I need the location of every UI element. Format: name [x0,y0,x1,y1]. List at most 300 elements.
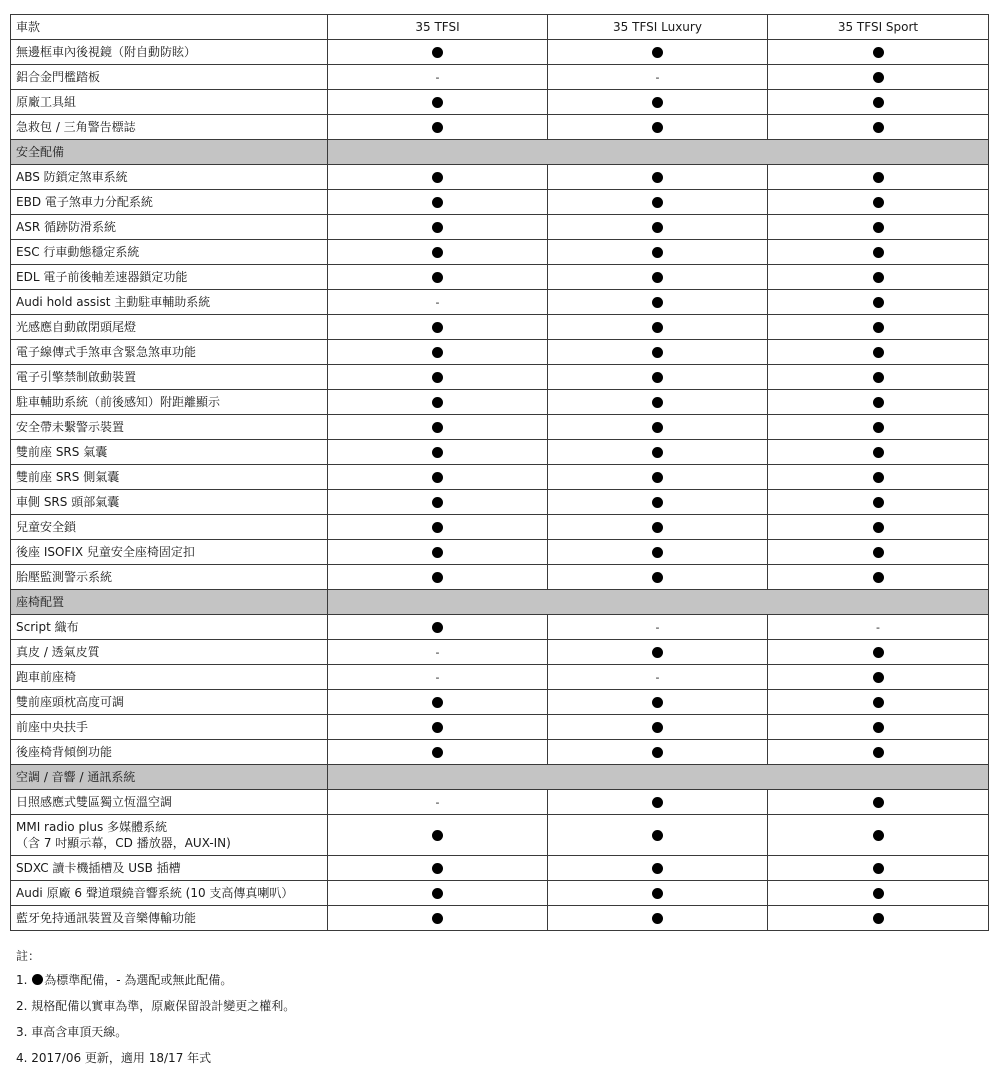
availability-cell-optional [328,665,548,690]
table-row [11,190,989,215]
corner-label: 車款 [11,15,328,40]
section-title: 空調 / 音響 / 通訊系統 [11,765,328,790]
availability-cell-standard [548,215,768,240]
table-row [11,906,989,931]
standard-dot-icon [432,197,443,208]
feature-label [11,415,328,440]
feature-label-text: 真皮 / 透氣皮質 [16,644,100,659]
standard-dot-icon [652,830,663,841]
section-fill [328,140,989,165]
table-row [11,815,989,856]
table-row [11,115,989,140]
table-row [11,340,989,365]
table-row [11,740,989,765]
standard-dot-icon [432,422,443,433]
standard-dot-icon [32,974,43,985]
standard-dot-icon [873,322,884,333]
feature-label-text: SDXC 讀卡機插槽及 USB 插槽 [16,860,181,875]
table-row [11,365,989,390]
standard-dot-icon [873,347,884,358]
feature-label [11,340,328,365]
table-row [11,715,989,740]
note-line: 2. 規格配備以實車為準，原廠保留設計變更之權利。 [16,999,296,1013]
feature-label [11,565,328,590]
feature-label [11,515,328,540]
standard-dot-icon [873,830,884,841]
availability-cell-standard [548,490,768,515]
standard-dot-icon [652,888,663,899]
standard-dot-icon [873,472,884,483]
availability-cell-standard [328,740,548,765]
feature-label-text: 原廠工具組 [16,94,77,109]
standard-dot-icon [873,547,884,558]
standard-dot-icon [652,863,663,874]
section-header-row [11,590,989,615]
availability-cell-standard [548,240,768,265]
standard-dot-icon [652,447,663,458]
section-header-row [11,140,989,165]
column-header: 35 TFSI Luxury [548,15,768,40]
table-row [11,90,989,115]
availability-cell-optional [548,615,768,640]
standard-dot-icon [873,97,884,108]
feature-label-text: 駐車輔助系統（前後感知）附距離顯示 [16,394,221,409]
section-fill [328,765,989,790]
optional-dash: - [655,620,660,634]
standard-dot-icon [432,522,443,533]
availability-cell-standard [328,265,548,290]
standard-dot-icon [652,472,663,483]
standard-dot-icon [432,47,443,58]
availability-cell-standard [328,465,548,490]
availability-cell-standard [328,440,548,465]
availability-cell-standard [548,90,768,115]
feature-label-text: Audi hold assist 主動駐車輔助系統 [16,294,211,309]
footnotes [16,945,976,1071]
availability-cell-standard [768,465,989,490]
table-row [11,390,989,415]
availability-cell-standard [768,290,989,315]
availability-cell-standard [768,40,989,65]
standard-dot-icon [652,347,663,358]
availability-cell-standard [328,90,548,115]
feature-label [11,881,328,906]
availability-cell-standard [768,390,989,415]
availability-cell-standard [768,690,989,715]
availability-cell-standard [768,165,989,190]
table-row [11,856,989,881]
table-row [11,165,989,190]
availability-cell-standard [768,440,989,465]
standard-dot-icon [873,222,884,233]
feature-label [11,465,328,490]
feature-label [11,665,328,690]
availability-cell-standard [548,340,768,365]
availability-cell-standard [768,240,989,265]
table-row [11,265,989,290]
feature-label-text: 跑車前座椅 [16,669,77,684]
feature-label [11,490,328,515]
availability-cell-standard [548,565,768,590]
standard-dot-icon [652,272,663,283]
availability-cell-standard [548,40,768,65]
standard-dot-icon [432,372,443,383]
feature-label [11,856,328,881]
table-row [11,790,989,815]
standard-dot-icon [652,647,663,658]
standard-dot-icon [652,47,663,58]
availability-cell-standard [768,190,989,215]
availability-cell-standard [548,165,768,190]
availability-cell-standard [328,906,548,931]
availability-cell-standard [548,740,768,765]
standard-dot-icon [652,497,663,508]
availability-cell-standard [768,515,989,540]
availability-cell-standard [328,115,548,140]
standard-dot-icon [873,272,884,283]
optional-dash: - [435,670,440,684]
availability-cell-standard [328,856,548,881]
availability-cell-standard [328,165,548,190]
standard-dot-icon [652,572,663,583]
table-row [11,565,989,590]
standard-dot-icon [873,197,884,208]
standard-dot-icon [432,913,443,924]
availability-cell-standard [328,515,548,540]
availability-cell-optional [328,290,548,315]
availability-cell-standard [328,215,548,240]
standard-dot-icon [652,397,663,408]
availability-cell-standard [548,415,768,440]
note-text: 為標準配備，- 為選配或無此配備。 [44,973,233,987]
standard-dot-icon [652,722,663,733]
feature-label-text: 無邊框車內後視鏡（附自動防眩） [16,44,197,59]
feature-label [11,815,328,856]
standard-dot-icon [432,497,443,508]
feature-label-text: 前座中央扶手 [16,719,89,734]
standard-dot-icon [432,472,443,483]
availability-cell-standard [768,365,989,390]
table-row [11,65,989,90]
standard-dot-icon [652,547,663,558]
feature-label-text: 雙前座頭枕高度可調 [16,694,125,709]
standard-dot-icon [873,447,884,458]
standard-dot-icon [873,647,884,658]
availability-cell-optional [768,615,989,640]
note-line: 3. 車高含車頂天線。 [16,1025,128,1039]
availability-cell-standard [328,190,548,215]
table-row [11,415,989,440]
standard-dot-icon [652,372,663,383]
availability-cell-standard [548,640,768,665]
availability-cell-standard [768,90,989,115]
standard-dot-icon [873,247,884,258]
availability-cell-standard [548,540,768,565]
feature-label [11,190,328,215]
section-fill [328,590,989,615]
standard-dot-icon [873,397,884,408]
availability-cell-standard [768,65,989,90]
standard-dot-icon [432,347,443,358]
standard-dot-icon [873,697,884,708]
feature-label-text: ASR 循跡防滑系統 [16,219,116,234]
standard-dot-icon [432,572,443,583]
availability-cell-optional [548,65,768,90]
table-row [11,240,989,265]
availability-cell-standard [548,715,768,740]
standard-dot-icon [873,863,884,874]
feature-label [11,540,328,565]
standard-dot-icon [873,913,884,924]
standard-dot-icon [873,172,884,183]
feature-label-text: 安全帶未繫警示裝置 [16,419,125,434]
section-header-row [11,765,989,790]
feature-label-text: EDL 電子前後軸差速器鎖定功能 [16,269,188,284]
standard-dot-icon [873,297,884,308]
availability-cell-standard [768,815,989,856]
availability-cell-standard [328,390,548,415]
notes-title: 註： [16,949,41,963]
availability-cell-standard [548,265,768,290]
availability-cell-optional [548,665,768,690]
optional-dash: - [876,620,880,634]
availability-cell-standard [548,690,768,715]
availability-cell-standard [548,390,768,415]
standard-dot-icon [652,797,663,808]
feature-label-text: 車側 SRS 頭部氣囊 [16,494,120,509]
optional-dash: - [435,295,440,309]
table-header-row [11,15,989,40]
availability-cell-standard [768,640,989,665]
standard-dot-icon [432,272,443,283]
standard-dot-icon [652,247,663,258]
feature-label [11,615,328,640]
feature-label-text: 急救包 / 三角警告標誌 [16,119,136,134]
table-row [11,640,989,665]
availability-cell-standard [548,906,768,931]
standard-dot-icon [873,47,884,58]
standard-dot-icon [432,247,443,258]
availability-cell-standard [328,240,548,265]
feature-label [11,40,328,65]
feature-label-text: 雙前座 SRS 側氣囊 [16,469,120,484]
availability-cell-standard [328,881,548,906]
standard-dot-icon [652,522,663,533]
availability-cell-standard [328,365,548,390]
availability-cell-standard [548,465,768,490]
standard-dot-icon [652,422,663,433]
availability-cell-standard [548,881,768,906]
availability-cell-standard [768,540,989,565]
standard-dot-icon [432,697,443,708]
feature-label [11,265,328,290]
standard-dot-icon [432,172,443,183]
feature-label [11,165,328,190]
table-row [11,290,989,315]
note-number: 1. [16,973,28,987]
feature-label [11,65,328,90]
standard-dot-icon [873,422,884,433]
table-row [11,515,989,540]
table-row [11,490,989,515]
standard-dot-icon [432,830,443,841]
availability-cell-standard [328,340,548,365]
availability-cell-standard [768,215,989,240]
availability-cell-optional [328,640,548,665]
table-row [11,465,989,490]
standard-dot-icon [432,863,443,874]
feature-label [11,315,328,340]
feature-label [11,390,328,415]
standard-dot-icon [432,888,443,899]
feature-label [11,215,328,240]
availability-cell-standard [328,715,548,740]
availability-cell-standard [768,906,989,931]
spec-table [10,14,989,931]
standard-dot-icon [652,97,663,108]
availability-cell-standard [768,715,989,740]
standard-dot-icon [432,322,443,333]
standard-dot-icon [873,522,884,533]
standard-dot-icon [652,222,663,233]
table-row [11,665,989,690]
availability-cell-standard [328,565,548,590]
standard-dot-icon [652,697,663,708]
feature-label [11,640,328,665]
standard-dot-icon [873,497,884,508]
column-header: 35 TFSI [328,15,548,40]
availability-cell-standard [548,440,768,465]
standard-dot-icon [652,322,663,333]
standard-dot-icon [873,372,884,383]
feature-label [11,690,328,715]
availability-cell-standard [768,740,989,765]
note-line: 4. 2017/06 更新，適用 18/17 年式 [16,1051,212,1065]
table-row [11,40,989,65]
availability-cell-standard [328,40,548,65]
feature-label-text: 鋁合金門檻踏板 [16,69,101,84]
table-row [11,215,989,240]
feature-label-text: Script 織布 [16,619,79,634]
standard-dot-icon [432,447,443,458]
table-row [11,315,989,340]
standard-dot-icon [432,747,443,758]
availability-cell-standard [768,665,989,690]
standard-dot-icon [432,622,443,633]
feature-label-text: 日照感應式雙區獨立恆溫空調 [16,794,173,809]
table-row [11,440,989,465]
feature-label [11,90,328,115]
availability-cell-standard [768,115,989,140]
feature-label-text: 兒童安全鎖 [16,519,77,534]
feature-label [11,240,328,265]
availability-cell-standard [328,690,548,715]
standard-dot-icon [652,172,663,183]
availability-cell-standard [548,115,768,140]
feature-label-text: 後座 ISOFIX 兒童安全座椅固定扣 [16,544,195,559]
standard-dot-icon [432,97,443,108]
optional-dash: - [435,70,440,84]
standard-dot-icon [873,72,884,83]
standard-dot-icon [432,397,443,408]
note-line [16,967,976,993]
feature-label [11,715,328,740]
availability-cell-standard [548,365,768,390]
availability-cell-standard [548,190,768,215]
feature-label [11,440,328,465]
availability-cell-standard [328,490,548,515]
feature-label-text: 電子線傳式手煞車含緊急煞車功能 [16,344,197,359]
optional-dash: - [655,70,660,84]
availability-cell-standard [768,340,989,365]
availability-cell-standard [548,515,768,540]
standard-dot-icon [873,722,884,733]
standard-dot-icon [432,222,443,233]
standard-dot-icon [652,122,663,133]
feature-label-text: ESC 行車動態穩定系統 [16,244,140,259]
feature-label-text: 胎壓監測警示系統 [16,569,113,584]
feature-label-text: 電子引擎禁制啟動裝置 [16,369,137,384]
availability-cell-standard [768,881,989,906]
feature-label [11,290,328,315]
standard-dot-icon [873,572,884,583]
optional-dash: - [655,670,660,684]
feature-label [11,740,328,765]
standard-dot-icon [652,197,663,208]
section-title: 安全配備 [11,140,328,165]
availability-cell-standard [548,815,768,856]
standard-dot-icon [873,797,884,808]
feature-label-text: 後座椅背傾倒功能 [16,744,113,759]
availability-cell-standard [768,315,989,340]
standard-dot-icon [652,297,663,308]
standard-dot-icon [652,913,663,924]
availability-cell-standard [768,565,989,590]
availability-cell-standard [328,415,548,440]
section-title: 座椅配置 [11,590,328,615]
standard-dot-icon [873,122,884,133]
standard-dot-icon [432,722,443,733]
optional-dash: - [435,795,440,809]
feature-label [11,906,328,931]
optional-dash: - [435,645,440,659]
feature-label-text: ABS 防鎖定煞車系統 [16,169,128,184]
feature-label [11,365,328,390]
standard-dot-icon [432,122,443,133]
availability-cell-standard [548,315,768,340]
feature-label-text: 光感應自動啟閉頭尾燈 [16,319,137,334]
availability-cell-standard [768,265,989,290]
feature-label-text: 藍牙免持通訊裝置及音樂傳輸功能 [16,910,197,925]
feature-label-subtext: （含 7 吋顯示幕，CD 播放器，AUX-IN) [16,836,231,850]
availability-cell-standard [328,540,548,565]
availability-cell-standard [768,415,989,440]
column-header: 35 TFSI Sport [768,15,989,40]
table-row [11,881,989,906]
availability-cell-standard [548,790,768,815]
availability-cell-standard [548,290,768,315]
standard-dot-icon [873,672,884,683]
standard-dot-icon [652,747,663,758]
table-row [11,540,989,565]
feature-label [11,790,328,815]
availability-cell-standard [768,790,989,815]
availability-cell-standard [548,856,768,881]
feature-label-text: EBD 電子煞車力分配系統 [16,194,153,209]
feature-label-text: MMI radio plus 多媒體系統 [16,820,168,834]
availability-cell-standard [328,315,548,340]
standard-dot-icon [873,747,884,758]
